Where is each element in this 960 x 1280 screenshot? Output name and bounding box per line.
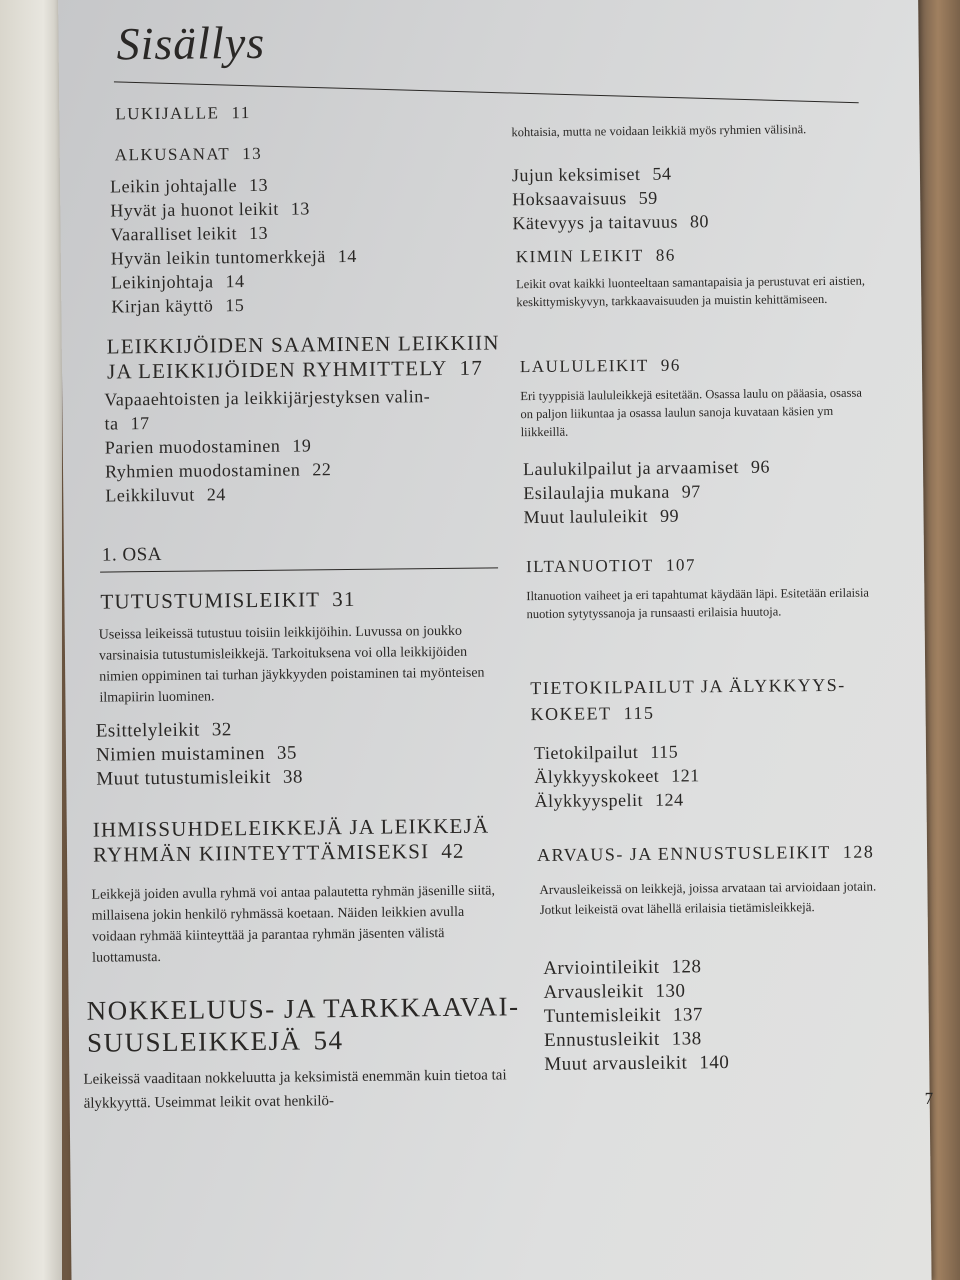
toc-entry: Jujun keksimiset 54 bbox=[511, 163, 672, 186]
toc-entry: Parien muodostaminen 19 bbox=[104, 435, 312, 458]
toc-entry: ta 17 bbox=[104, 413, 150, 434]
toc-entry: Älykkyyskokeet 121 bbox=[534, 765, 700, 788]
toc-entry: Kirjan käyttö 15 bbox=[111, 295, 245, 317]
nokkeluus-description-cont: kohtaisia, mutta ne voidaan leikkiä myös ryhmien välisinä. bbox=[511, 122, 807, 140]
toc-entry: Leikin johtajalle 13 bbox=[109, 174, 269, 197]
toc-entry: Arviointileikit 128 bbox=[543, 956, 702, 979]
toc-heading-lukijalle: LUKIJALLE 11 bbox=[115, 102, 251, 124]
book-page bbox=[58, 0, 932, 1280]
toc-heading-tutustumis: TUTUSTUMISLEIKIT 31 bbox=[100, 586, 356, 614]
toc-entry: Tuntemisleikit 137 bbox=[543, 1004, 704, 1027]
arvaus-list bbox=[543, 955, 729, 1077]
toc-heading-laulu: LAULULEIKIT 96 bbox=[519, 355, 681, 377]
toc-entry: Nimien muistaminen 35 bbox=[95, 742, 298, 766]
toc-entry: Ennustusleikit 138 bbox=[543, 1028, 702, 1051]
toc-entry: Esittelyleikit 32 bbox=[95, 719, 232, 742]
ilta-description: Iltanuotion vaiheet ja eri tapahtumat käydään läpi. Esitetään erilaisia nuotion sytytyssanoja ja runsaasti erilaisia huutoja. bbox=[526, 585, 870, 622]
toc-entry: Ryhmien muodostaminen 22 bbox=[104, 459, 332, 482]
toc-entry: Tietokilpailut 115 bbox=[533, 741, 679, 764]
toc-heading-ilta: ILTANUOTIOT 107 bbox=[525, 555, 696, 577]
title-rule bbox=[114, 81, 859, 103]
toc-entry: Muut laululeikit 99 bbox=[523, 505, 680, 528]
previous-page-edge bbox=[0, 0, 62, 1280]
toc-entry: Hyvät ja huonot leikit 13 bbox=[110, 198, 310, 221]
page-title: Sisällys bbox=[116, 16, 266, 70]
tutustumis-list bbox=[96, 717, 303, 791]
toc-heading-saaminen: LEIKKIJÖIDEN SAAMINEN LEIKKIIN JA LEIKKIJÖIDEN RYHMITTELY 17 bbox=[106, 330, 500, 384]
part-rule bbox=[100, 567, 498, 572]
laulu-description: Eri tyyppisiä laululeikkejä esitetään. Osassa laulu on pääasia, osassa on paljon liikuntaa ja osassa laulun sanoja kuvataan käsien ym liikkeillä. bbox=[520, 385, 862, 440]
toc-entry: Kätevyys ja taitavuus 80 bbox=[512, 211, 710, 234]
saaminen-list bbox=[104, 384, 443, 508]
arvaus-description: Arvausleikeissä on leikkejä, joissa arvataan tai arvioidaan jotain. Jotkut leikeistä ovat lähellä erilaisia tietämisleikkejä. bbox=[539, 878, 877, 918]
kimin-description: Leikit ovat kaikki luonteeltaan samantapaisia ja perustuvat eri aistien, keskittymiskyvyn, tarkkaavaisuuden ja muistin kehittämiseen. bbox=[516, 273, 866, 310]
page-number: 7 bbox=[924, 1088, 934, 1108]
toc-heading-alkusanat: ALKUSANAT 13 bbox=[114, 143, 263, 165]
toc-entry: Älykkyyspelit 124 bbox=[534, 789, 684, 812]
toc-entry: Vaaralliset leikit 13 bbox=[110, 222, 269, 245]
toc-entry: Laulukilpailut ja arvaamiset 96 bbox=[522, 456, 771, 480]
tieto-list bbox=[534, 739, 700, 813]
part-label: 1. OSA bbox=[101, 543, 163, 566]
toc-heading-tieto: TIETOKILPAILUT JA ÄLYKKYYS- KOKEET 115 bbox=[530, 674, 846, 725]
toc-heading-arvaus: ARVAUS- JA ENNUSTUSLEIKIT 128 bbox=[536, 841, 875, 866]
toc-entry: Leikkiluvut 24 bbox=[105, 484, 226, 506]
toc-entry: Hoksaavaisuus 59 bbox=[512, 187, 658, 210]
toc-entry: Muut tutustumisleikit 38 bbox=[96, 766, 304, 790]
toc-heading-nokkeluus: NOKKELUUS- JA TARKKAAVAI- SUUSLEIKKEJÄ 54 bbox=[86, 991, 520, 1058]
alkusanat-list bbox=[110, 172, 357, 319]
toc-heading-kimin: KIMIN LEIKIT 86 bbox=[515, 245, 676, 267]
laulu-list bbox=[523, 455, 771, 530]
ihmissuhde-description: Leikkejä joiden avulla ryhmä voi antaa palautetta ryhmän jäsenille siitä, millaisena jokin henkilö ryhmässä koetaan. Näiden leikkien avulla voidaan ryhmää kiinteyttää ja parantaa ryhmän jäsenten välistä luottamusta. bbox=[91, 883, 496, 966]
toc-entry: Vapaaehtoisten ja leikkijärjestyksen valin- bbox=[104, 386, 431, 410]
toc-entry: Muut arvausleikit 140 bbox=[544, 1052, 730, 1075]
toc-entry: Esilaulajia mukana 97 bbox=[523, 481, 701, 504]
toc-entry: Arvausleikit 130 bbox=[543, 980, 686, 1003]
nokkeluus-description: Leikeissä vaaditaan nokkeluutta ja keksimistä enemmän kuin tietoa tai älykkyyttä. Useimmat leikit ovat henkilö- bbox=[83, 1067, 507, 1112]
toc-entry: Hyvän leikin tuntomerkkejä 14 bbox=[110, 245, 357, 269]
nokkeluus-list bbox=[512, 161, 709, 235]
toc-heading-ihmissuhde: IHMISSUHDELEIKKEJÄ JA LEIKKEJÄ RYHMÄN KIINTEYTTÄMISEKSI 42 bbox=[92, 813, 490, 867]
toc-entry: Leikinjohtaja 14 bbox=[110, 271, 245, 293]
tutustumis-description: Useissa leikeissä tutustuu toisiin leikkijöihin. Luvussa on joukko varsinaisia tutustumisleikkejä. Tarkoituksena voi olla leikkijöiden nimien oppiminen tai turhan jäykkyyden poistaminen tai myönteisen ilmapiirin luominen. bbox=[98, 623, 485, 706]
